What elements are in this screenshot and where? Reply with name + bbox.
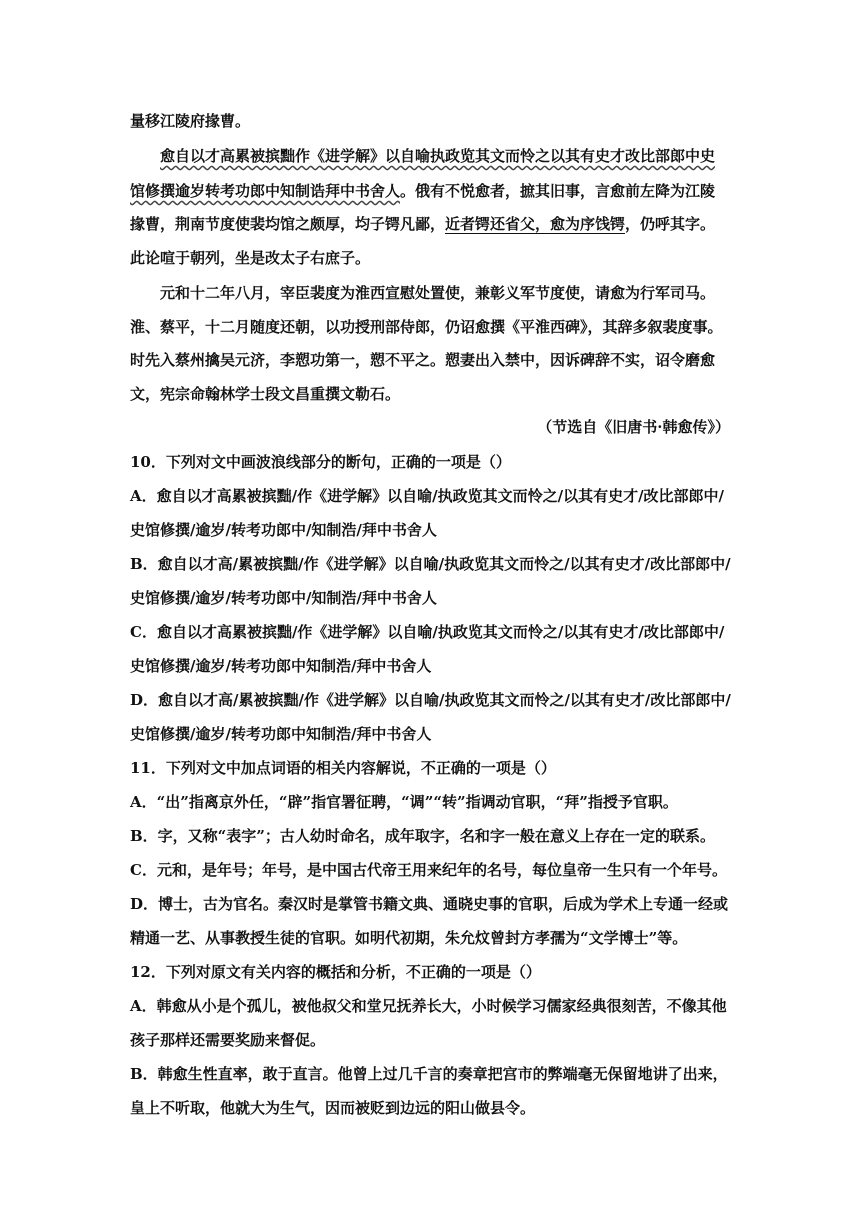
q11-option-d-line1: D．博士，古为官名。秦汉时是掌管书籍文典、通晓史事的官职，后成为学术上专通一经或 [130,895,729,913]
passage-text: 掾曹，荆南节度使裴均馆之颇厚，均子锷凡鄙， [130,215,446,233]
q10-option-b-line1: B．愈自以才高/累被摈黜/作《进学解》以自喻/执政览其文而怜之/以其有史才/改比部郎中/ [130,555,731,573]
q10-option-d-line2: 史馆修撰/逾岁/转考功郎中知制浩/拜中书舍人 [130,725,432,743]
passage-source: （节选自《旧唐书·韩愈传》） [537,418,730,436]
q11-option-b: B．字，又称“表字”；古人幼时命名，成年取字，名和字一般在意义上存在一定的联系。 [130,827,715,845]
q11-option-a: A．“出”指离京外任，“辟”指官署征聘，“调”“转”指调动官职，“拜”指授予官职。 [130,793,678,811]
passage-line: 时先入蔡州擒吴元济，李愬功第一，愬不平之。愬妻出入禁中，因诉碑辞不实，诏令磨愈 [130,351,716,369]
underlined-text: 近者锷还省父，愈为序饯锷 [445,215,626,233]
question-10-stem: 10．下列对文中画波浪线部分的断句，正确的一项是（） [130,453,511,471]
question-12-stem: 12．下列对原文有关内容的概括和分析，不正确的一项是（） [130,963,541,981]
passage-line-wavy [160,145,730,167]
wavy-text: 愈自以才高累被摈黜作《进学解》以自喻执政览其文而怜之以其有史才改比部郎中史 [160,147,716,165]
passage-line [130,180,730,202]
question-11-stem: 11．下列对文中加点词语的相关内容解说，不正确的一项是（） [130,759,556,777]
q10-option-a-line1: A．愈自以才高累被摈黜/作《进学解》以自喻/执政览其文而怜之/以其有史才/改比部郎中/ [130,487,725,505]
q10-option-d-line1: D．愈自以才高/累被摈黜/作《进学解》以自喻/执政览其文而怜之/以其有史才/改比部郎中/ [130,691,731,709]
wavy-text: 馆修撰逾岁转考功郎中知制诰拜中书舍人 [130,182,401,200]
passage-text: ，仍呼其字。 [625,215,716,233]
q12-option-a-line2: 孩子那样还需要奖励来督促。 [130,1031,326,1049]
q12-option-b-line1: B．韩愈生性直率，敢于直言。他曾上过几千言的奏章把宫市的弊端毫无保留地讲了出来， [130,1065,728,1083]
q10-option-b-line2: 史馆修撰/逾岁/转考功郎中/知制浩/拜中书舍人 [130,589,437,607]
q10-option-a-line2: 史馆修撰/逾岁/转考功郎中/知制浩/拜中书舍人 [130,521,437,539]
q10-option-c-line2: 史馆修撰/逾岁/转考功郎中知制浩/拜中书舍人 [130,657,432,675]
q11-option-d-line2: 精通一艺、从事教授生徒的官职。如明代初期，朱允炆曾封方孝孺为“文学博士”等。 [130,929,688,947]
q11-option-c: C．元和，是年号；年号，是中国古代帝王用来纪年的名号，每位皇帝一生只有一个年号。 [130,861,727,879]
passage-line: 量移江陵府掾曹。 [130,112,251,130]
passage-line: 淮、蔡平，十二月随度还朝，以功授刑部侍郎，仍诏愈撰《平淮西碑》，其辞多叙裴度事。 [130,318,723,336]
q12-option-b-line2: 皇上不听取，他就大为生气，因而被贬到边远的阳山做县令。 [130,1099,536,1117]
passage-line: 文，宪宗命翰林学士段文昌重撰文勒石。 [130,385,401,403]
passage-line [130,213,730,235]
passage-line: 元和十二年八月，宰臣裴度为淮西宣慰处置使，兼彰义军节度使，请愈为行军司马。 [160,284,716,302]
passage-line: 此论喧于朝列，坐是改太子右庶子。 [130,249,371,267]
q10-option-c-line1: C．愈自以才高累被摈黜/作《进学解》以自喻/执政览其文而怜之/以其有史才/改比部郎中/ [130,623,725,641]
passage-text: 。俄有不悦愈者，摭其旧事，言愈前左降为江陵 [400,182,716,200]
q12-option-a-line1: A．韩愈从小是个孤儿，被他叔父和堂兄抚养长大，小时候学习儒家经典很刻苦，不像其他 [130,997,727,1015]
